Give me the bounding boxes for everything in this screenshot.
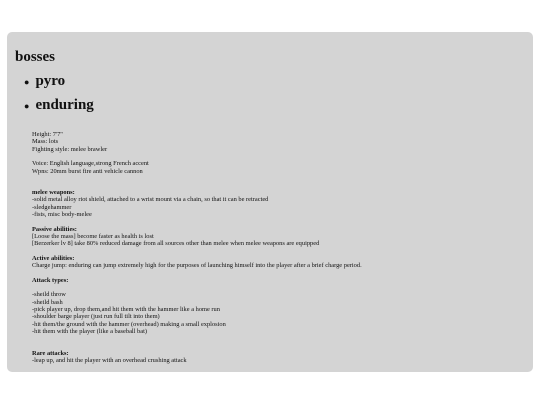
list-item: [Loose the mass] become faster as health is lost [32,233,154,241]
section-pyro[interactable] [24,73,65,90]
rare-heading: Rare attacks: [32,349,69,357]
melee-heading: melee weapons: [32,189,75,197]
stat-wpns: Wpns: 20mm burst fire anti vehicle cannon [32,167,143,175]
section-label: pyro [35,73,66,89]
active-heading: Active abilities: [32,254,75,262]
stat-voice: Voice: English language,strong French accent [32,160,149,168]
attack-heading: Attack types: [32,276,69,284]
passive-heading: Passive abilities: [32,225,77,233]
stat-fighting-style: Fighting style: melee brawler [32,145,108,153]
list-item: -hit them with the player (like a baseball bat) [32,328,147,336]
list-item: -fists, misc body-melee [32,211,92,219]
bullet-icon: ● [24,76,30,87]
bullet-icon: ● [24,100,30,111]
section-enduring[interactable] [24,97,94,114]
list-item: Charge jump: enduring can jump extremely high for the purposes of launching himself into the player after a brief charge period. [32,262,362,270]
stat-mass: Mass: lots [32,138,59,146]
list-item: -sledgehammer [32,203,72,211]
page-title: bosses [15,49,56,65]
list-item: -sheild bash [32,298,63,306]
list-item: -solid metal alloy riot shield, attached to a wrist mount via a chain, so that it can be retracted [32,196,269,204]
section-label: enduring [35,97,94,113]
list-item: -pick player up, drop them,and hit them with the hammer like a home run [32,305,220,313]
list-item: -hit them/the ground with the hammer (overhead) making a small explosion [32,320,226,328]
stat-height: Height: 7'7" [32,131,63,138]
list-item: -leap up, and hit the player with an overhead crushing attack [32,356,187,364]
content-card [7,32,533,372]
list-item: -shoulder barge player (just run full tilt into them) [32,313,160,321]
list-item: -sheild throw [32,291,66,299]
enduring-details [32,131,527,364]
list-item: [Berzerker lv 8] take 80% reduced damage from all sources other than melee when melee weapons are equipped [32,240,320,248]
